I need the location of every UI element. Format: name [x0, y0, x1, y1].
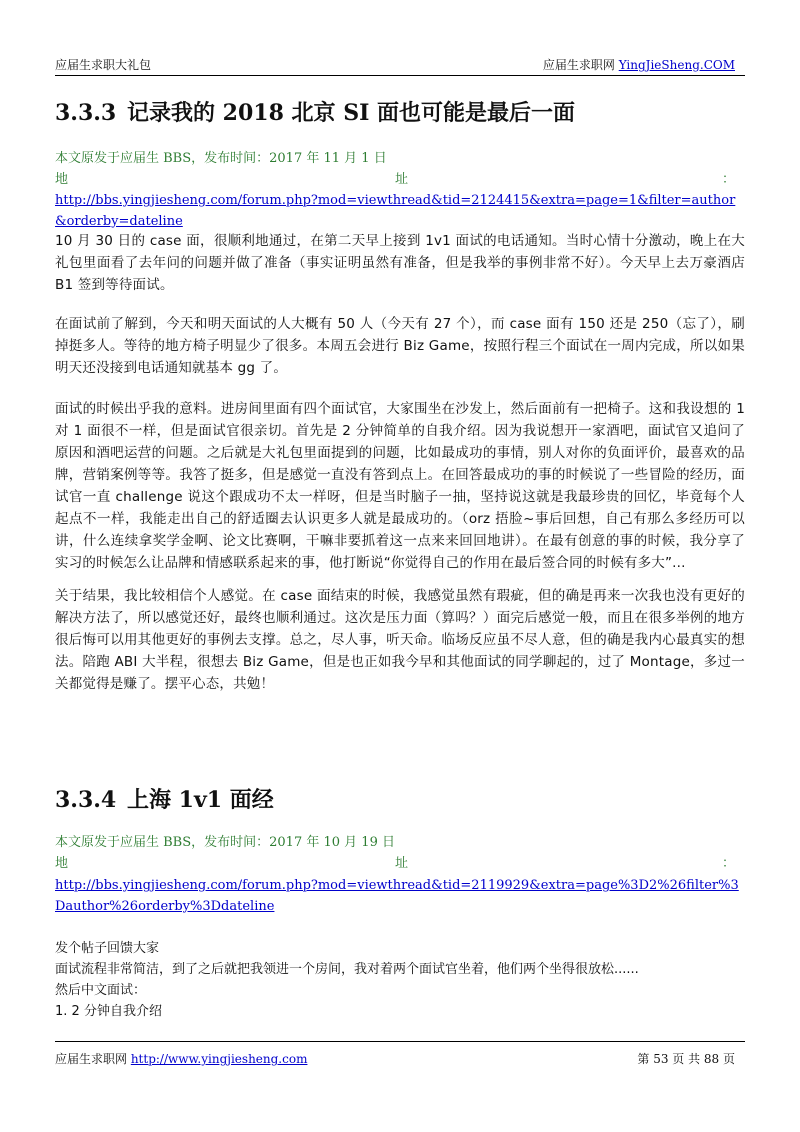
address-char: 地	[55, 172, 69, 187]
header-title: 应届生求职大礼包	[55, 58, 152, 72]
header-site-text: 应届生求职网	[542, 58, 619, 72]
post-meta: 本文原发于应届生 BBS，发布时间：2017 年 11 月 1 日	[55, 151, 387, 166]
text-line: 面试流程非常简洁，到了之后就把我领进一个房间，我对着两个面试官坐着，他们两个坐得很放松......	[55, 962, 639, 977]
footer-rule	[55, 1041, 745, 1042]
footer-site-text: 应届生求职网	[55, 1052, 131, 1066]
text-line: 然后中文面试：	[55, 983, 147, 998]
section-title: 记录我的 2018 北京 SI 面也可能是最后一面	[127, 100, 576, 126]
page-header	[55, 56, 745, 76]
post-url-link[interactable]: http://bbs.yingjiesheng.com/forum.php?mod=viewthread&tid=2119929&extra=page%3D2%26filter%3Dauthor%26orderby%3Ddateline	[55, 878, 739, 914]
footer-site	[55, 1050, 307, 1067]
page-number: 第 53 页 共 88 页	[637, 1052, 735, 1066]
text-line: 1. 2 分钟自我介绍	[55, 1004, 162, 1019]
address-char: 址	[395, 172, 409, 187]
section-heading-334	[55, 783, 274, 814]
paragraph: 面试的时候出乎我的意料。进房间里面有四个面试官，大家围坐在沙发上，然后面前有一把椅子。这和我设想的 1 对 1 面很不一样，但是面试官很亲切。首先是 2 分钟简单的自我介绍。因为我说想开一家酒吧，面试官又追问了原因和酒吧运营的问题。之后就是大礼包里面提到的问题，比如最成功的事情，别人对你的负面评价，最喜欢的品牌，营销案例等等。我答了挺多，但是感觉一直没有答到点上。在回答最成功的事的时候说了一些冒险的经历，面试官一直 challenge 说这个跟成功不太一样呀，但是当时脑子一抽，坚持说这就是我最珍贵的回忆，毕竟每个人起点不一样，我能走出自己的舒适圈去认识更多人就是最成功的。（orz 捂脸~事后回想，自己有那么多经历可以讲，什么连续拿奖学金啊、论文比赛啊，干嘛非要抓着这一点来来回回地讲）。在最有创意的事的时候，我分享了实习的时候怎么让品牌和情感联系起来的事，他打断说“你觉得自己的作用在最后签合同的时候有多大”...	[55, 401, 745, 571]
paragraph: 在面试前了解到，今天和明天面试的人大概有 50 人（今天有 27 个），而 case 面有 150 还是 250（忘了），刷掉挺多人。等待的地方椅子明显少了很多。本周五会进行 Biz Game，按照行程三个面试在一周内完成，所以如果明天还没接到电话通知就基本 gg 了。	[55, 316, 745, 376]
section-number: 3.3.3	[55, 100, 117, 126]
section-number: 3.3.4	[55, 787, 117, 813]
header-site	[543, 56, 735, 73]
paragraph: 10 月 30 日的 case 面，很顺利地通过，在第二天早上接到 1v1 面试的电话通知。当时心情十分激动，晚上在大礼包里面看了去年问的问题并做了准备（事实证明虽然有准备，但是我举的事例非常不好）。今天早上去万豪酒店 B1 签到等待面试。	[55, 233, 745, 293]
paragraph: 关于结果，我比较相信个人感觉。在 case 面结束的时候，我感觉虽然有瑕疵，但的确是再来一次我也没有更好的解决方法了，所以感觉还好，最终也顺利通过。这次是压力面（算吗？）面完后感觉一般，而且在很多举例的地方很后悔可以用其他更好的事例去支撑。总之，尽人事，听天命。临场反应虽不尽人意，但的确是我内心最真实的想法。陪跑 ABI 大半程，很想去 Biz Game，但是也正如我今早和其他面试的同学聊起的，过了 Montage，多过一关都觉得是赚了。摆平心态，共勉！	[55, 588, 745, 692]
section-heading-333	[55, 96, 575, 127]
section-title: 上海 1v1 面经	[127, 787, 274, 813]
header-rule	[55, 75, 745, 76]
header-site-link[interactable]: YingJieSheng.COM	[618, 58, 735, 72]
address-char: 址	[395, 856, 409, 871]
post-url-link[interactable]: http://bbs.yingjiesheng.com/forum.php?mod=viewthread&tid=2124415&extra=page=1&filter=author&orderby=dateline	[55, 193, 736, 229]
text-line: 发个帖子回馈大家	[55, 941, 160, 956]
address-char: 地	[55, 856, 69, 871]
footer-site-link[interactable]: http://www.yingjiesheng.com	[130, 1052, 308, 1066]
post-meta: 本文原发于应届生 BBS，发布时间：2017 年 10 月 19 日	[55, 835, 395, 850]
address-char: ：	[721, 172, 735, 187]
address-char: ：	[721, 856, 735, 871]
